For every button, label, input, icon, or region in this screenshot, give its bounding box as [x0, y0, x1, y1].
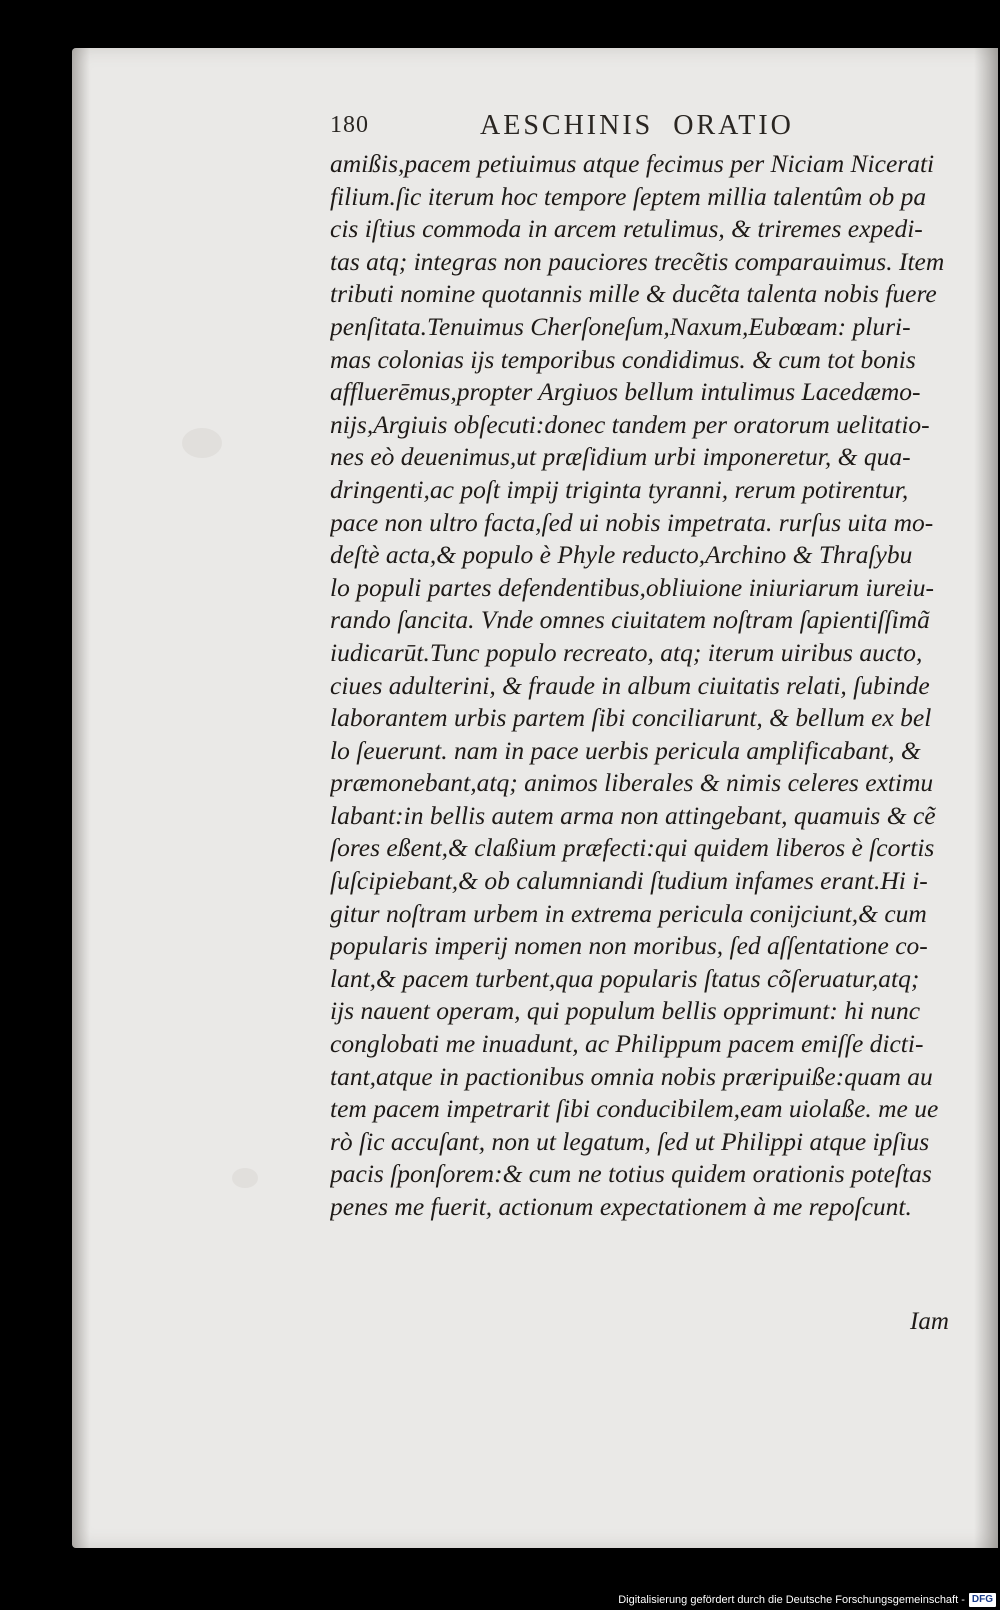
text-line: præmonebant,atq; animos liberales & nimis celeres extimu [330, 768, 934, 798]
text-line: tem pacem impetrarit ſibi conducibilem,eam uiolaße. me ue [330, 1094, 939, 1124]
footer-credit [618, 1593, 996, 1607]
text-line: pace non ultro facta,ſed ui nobis impetrata. rurſus uita mo- [330, 507, 934, 537]
text-line: rò ſic accuſant, non ut legatum, ſed ut Philippi atque ipſius [330, 1126, 930, 1156]
credit-text: Digitalisierung gefördert durch die Deutsche Forschungsgemeinschaft - [618, 1594, 965, 1606]
text-line: nijs,Argiuis obſecuti:donec tandem per oratorum uelitatio- [330, 409, 930, 439]
text-line: penes me fuerit, actionum expectationem à me repoſcunt. [330, 1192, 912, 1221]
text-line: tant,atque in pactionibus omnia nobis præripuiße:quam au [330, 1061, 933, 1091]
text-line: conglobati me inuadunt, ac Philippum pacem emiſſe dicti- [330, 1029, 924, 1059]
page-edge-shadow [974, 48, 998, 1548]
text-line: mas colonias ijs temporibus condidimus. & cum tot bonis [330, 344, 916, 374]
paper-stain [182, 428, 222, 458]
text-line: dringenti,ac poſt impij triginta tyranni, rerum potirentur, [330, 474, 909, 504]
text-line: pacis ſponſorem:& cum ne totius quidem orationis poteſtas [330, 1159, 932, 1189]
text-line: affluerēmus,propter Argiuos bellum intulimus Lacedæmo- [330, 377, 921, 407]
body-text [330, 148, 966, 1224]
running-head-title: AESCHINIS ORATIO [480, 110, 794, 141]
text-line: laborantem urbis partem ſibi conciliarunt, & bellum ex bel [330, 703, 932, 733]
text-line: lo populi partes defendentibus,obliuione iniuriarum iureiu- [330, 572, 934, 602]
text-line: tributi nomine quotannis mille & ducẽta talenta nobis fuere [330, 279, 937, 309]
catchword: Iam [910, 1308, 949, 1335]
text-line: ciues adulterini, & fraude in album ciuitatis relati, ſubinde [330, 670, 930, 700]
text-line: iudicarūt.Tunc populo recreato, atq; iterum uiribus aucto, [330, 637, 923, 667]
text-line: filium.ſic iterum hoc tempore ſeptem millia talentûm ob pa [330, 181, 927, 211]
text-line: tas atq; integras non pauciores trecẽtis comparauimus. Item [330, 246, 945, 276]
text-line: lant,& pacem turbent,qua popularis ſtatus cõſeruatur,atq; [330, 963, 920, 993]
text-line: amißis,pacem petiuimus atque fecimus per Niciam Nicerati [330, 149, 935, 178]
text-line: ijs nauent operam, qui populum bellis opprimunt: hi nunc [330, 996, 921, 1026]
dfg-logo: DFG [969, 1593, 996, 1607]
text-line: penſitata.Tenuimus Cherſoneſum,Naxum,Eubœam: pluri- [330, 311, 911, 341]
text-line: nes eò deuenimus,ut præſidium urbi imponeretur, & qua- [330, 442, 911, 472]
text-line: cis iſtius commoda in arcem retulimus, & triremes expedi- [330, 214, 923, 244]
text-line: deſtè acta,& populo è Phyle reducto,Archino & Thraſybu [330, 540, 913, 570]
text-line: popularis imperij nomen non moribus, ſed aſſentatione co- [330, 931, 928, 961]
text-line: rando ſancita. Vnde omnes ciuitatem noſtram ſapientiſſimã [330, 605, 930, 635]
page-number: 180 [330, 112, 369, 138]
running-head [330, 110, 890, 150]
text-line: labant:in bellis autem arma non attingebant, quamuis & cẽ [330, 800, 936, 830]
text-line: ſuſcipiebant,& ob calumniandi ſtudium infames erant.Hi i- [330, 866, 928, 896]
text-line: gitur noſtram urbem in extrema pericula conijciunt,& cum [330, 898, 927, 928]
text-line: ſores eßent,& claßium præfecti:qui quidem liberos è ſcortis [330, 833, 935, 863]
text-line: lo ſeuerunt. nam in pace uerbis pericula amplificabant, & [330, 735, 921, 765]
paper-stain [232, 1168, 258, 1188]
page-gutter-shadow [72, 48, 90, 1548]
